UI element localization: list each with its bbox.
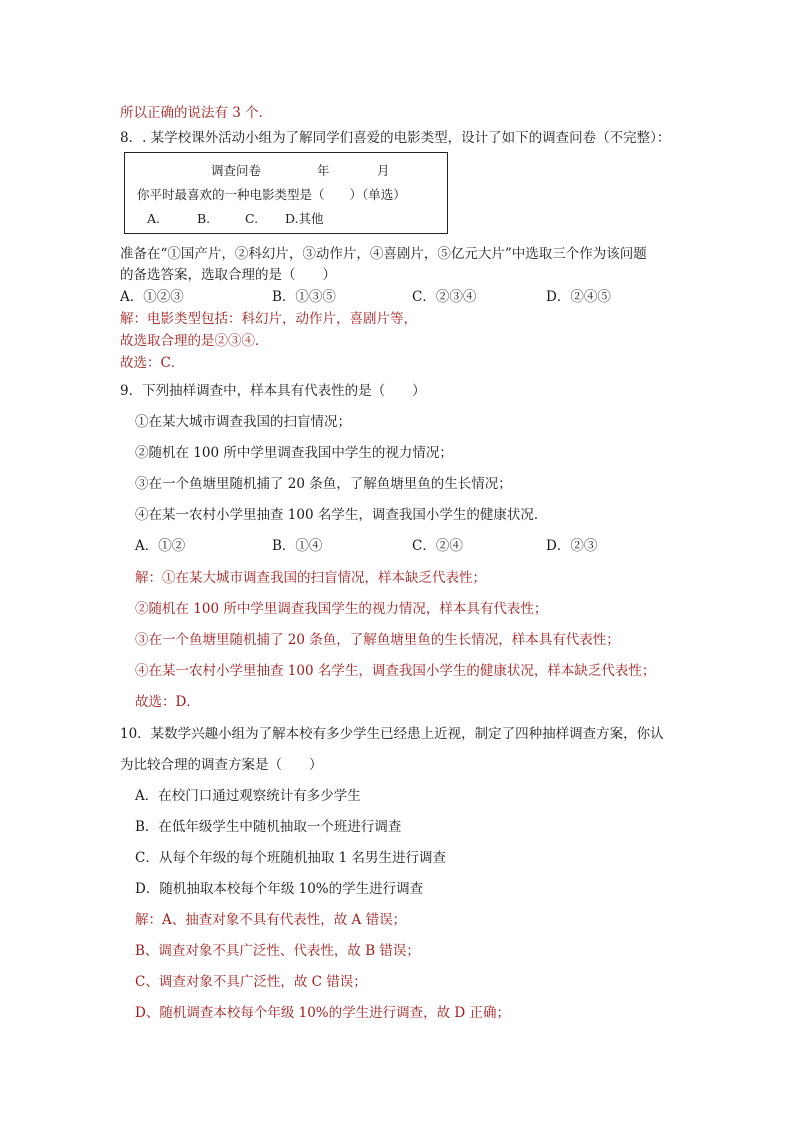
q8-choice-c: C．②③④ [412,289,477,305]
q10-stem-line1: 10．某数学兴趣小组为了解本校有多少学生已经患上近视，制定了四种抽样调查方案，你认 [120,726,664,742]
q8-solution-line2: 故选取合理的是②③④． [120,333,269,349]
q10-choice-d: D．随机抽取本校每个年级 10%的学生进行调查 [135,881,424,897]
q8-choice-d: D．②④⑤ [546,289,611,305]
q8-answer: 故选：C． [120,355,185,371]
survey-year: 年 [317,163,330,178]
survey-question: 你平时最喜欢的一种电影类型是（ ）（单选） [137,187,406,202]
q9-solution-line1: 解：①在某大城市调查我国的扫盲情况，样本缺乏代表性； [135,570,486,586]
q10-solution-line3: C、调查对象不具广泛性，故 C 错误； [135,974,367,990]
q9-item-1: ①在某大城市调查我国的扫盲情况； [135,414,351,430]
q8-solution-line1: 解：电影类型包括：科幻片，动作片，喜剧片等， [120,311,417,327]
q10-solution-line2: B、调查对象不具广泛性、代表性，故 B 错误； [135,943,420,959]
q9-answer: 故选：D． [135,694,200,710]
q9-stem: 9．下列抽样调查中，样本具有代表性的是（ ） [120,383,426,399]
q9-item-4: ④在某一农村小学里抽查 100 名学生，调查我国小学生的健康状况． [135,507,548,523]
q9-item-3: ③在一个鱼塘里随机捕了 20 条鱼，了解鱼塘里鱼的生长情况； [135,476,512,492]
q9-choice-d: D．②③ [546,538,598,554]
survey-option-a: A. [147,211,161,226]
q9-solution-line4: ④在某一农村小学里抽查 100 名学生，调查我国小学生的健康状况，样本缺乏代表性； [135,663,656,679]
q8-choice-b: B．①③⑤ [272,289,336,305]
q10-solution-line4: D、随机调查本校每个年级 10%的学生进行调查，故 D 正确； [135,1005,511,1021]
survey-option-d: D.其他 [285,211,324,226]
survey-box [124,152,448,234]
q10-choice-a: A．在校门口通过观察统计有多少学生 [135,788,361,804]
q8-choice-a: A．①②③ [120,289,184,305]
q10-solution-line1: 解：A、抽查对象不具有代表性，故 A 错误； [135,912,407,928]
survey-title: 调查问卷 [211,163,262,178]
q9-item-2: ②随机在 100 所中学里调查我国中学生的视力情况； [135,445,453,461]
q10-choice-c: C．从每个年级的每个班随机抽取 1 名男生进行调查 [135,850,447,866]
survey-option-b: B. [197,211,211,226]
q8-stem: 8．. 某学校课外活动小组为了解同学们喜爱的电影类型，设计了如下的调查问卷（不完整）： [120,130,671,146]
q10-choice-b: B．在低年级学生中随机抽取一个班进行调查 [135,819,402,835]
q9-choice-b: B．①④ [272,538,323,554]
q9-choice-c: C．②④ [412,538,463,554]
survey-month: 月 [377,163,390,178]
q8-stem-line2: 的备选答案，选取合理的是（ ） [120,267,336,283]
q8-stem-line1: 准备在“①国产片，②科幻片，③动作片，④喜剧片，⑤亿元大片”中选取三个作为该问题 [120,246,647,262]
q10-stem-line2: 为比较合理的调查方案是（ ） [120,757,323,773]
q9-solution-line2: ②随机在 100 所中学里调查我国学生的视力情况，样本具有代表性； [135,601,548,617]
q9-choice-a: A．①② [135,538,186,554]
previous-conclusion: 所以正确的说法有 3 个． [120,105,273,121]
q9-solution-line3: ③在一个鱼塘里随机捕了 20 条鱼，了解鱼塘里鱼的生长情况，样本具有代表性； [135,632,620,648]
survey-option-c: C. [245,211,259,226]
